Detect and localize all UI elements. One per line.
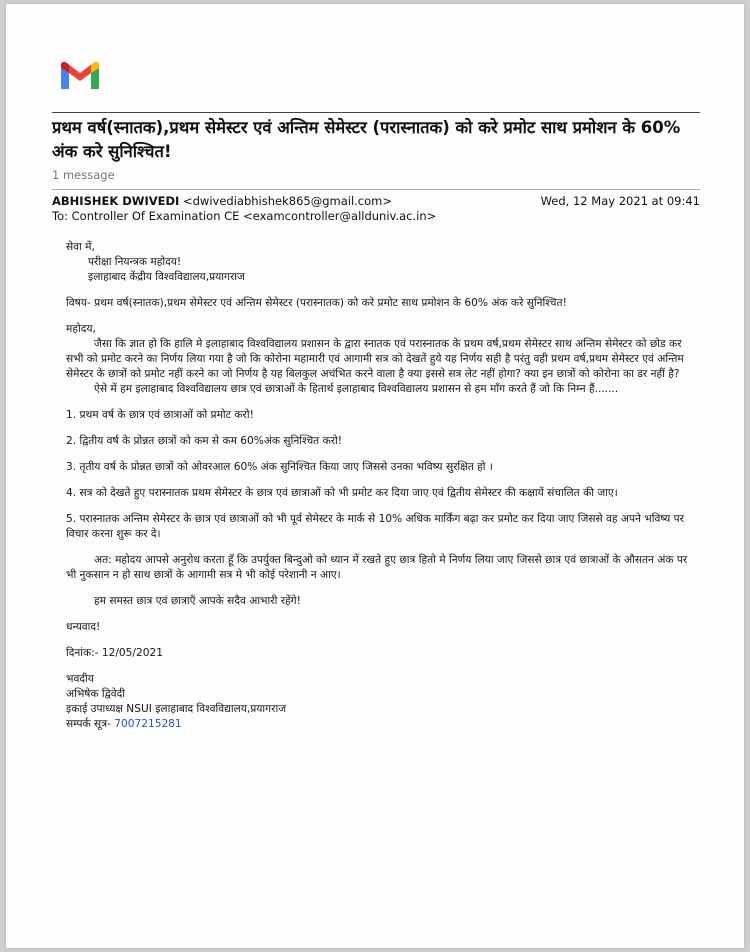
sender-line: [52, 194, 392, 208]
gmail-logo-icon: [58, 60, 102, 92]
letter-paragraph-2: ऐसे में हम इलाहाबाद विश्वविद्यालय छात्र एवं छात्राओं के हितार्थ इलाहाबाद विश्वविद्यालय प्रशासन से हम माँग करते हैं जो कि निम्न हैं.......: [94, 383, 619, 395]
sent-date: Wed, 12 May 2021 at 09:41: [540, 194, 700, 208]
contact-phone-link[interactable]: 7007215281: [114, 718, 182, 730]
header-divider: [52, 112, 700, 113]
letter-recipient-institution: इलाहाबाद केंद्रीय विश्वविद्यालय,प्रयागराज: [88, 271, 245, 283]
contact-label: सम्पर्क सूत्र-: [66, 718, 115, 730]
demand-item-3: 3. तृतीय वर्ष के प्रोन्नत छात्रों को ओवरआल 60% अंक सुनिश्चित किया जाए जिससे उनका भविष्य सुरक्षित हो ।: [66, 461, 493, 473]
contact-line: [66, 717, 694, 732]
demand-item-5: 5. परास्नातक अन्तिम सेमेस्टर के छात्र एवं छात्राओं को भी पूर्व सेमेस्टर के मार्क से 10% अधिक मार्किंग बढ़ा कर प्रमोट कर दिया जाए जिससे वह अपने भविष्य पर विचार करना शुरू कर दे।: [66, 513, 684, 540]
demand-item-1: 1. प्रथम वर्ष के छात्र एवं छात्राओं को प्रमोट करो!: [66, 409, 254, 421]
message-count: 1 message: [52, 168, 115, 182]
letter-address: महोदय,: [66, 323, 96, 335]
letter-gratitude: हम समस्त छात्र एवं छात्राएँ आपके सदैव आभारी रहेंगे!: [94, 595, 301, 607]
sender-email: <dwivediabhishek865@gmail.com>: [183, 194, 392, 208]
letter-request: अत: महोदय आपसे अनुरोध करता हूँ कि उपर्युक्त बिन्दुओ को ध्यान में रखते हुए छात्र हितो मे निर्णय लिया जाए जिससे छात्र एवं छात्राओं के औसतन अंक पर भी नुकसान न हो साथ छात्रों के आगामी सत्र मे भी कोई परेशानी न आए।: [66, 554, 688, 581]
email-subject: प्रथम वर्ष(स्नातक),प्रथम सेमेस्टर एवं अन्तिम सेमेस्टर (परास्नातक) को करे प्रमोट साथ प्रमोशन के 60% अंक करे सुनिश्चित!: [52, 118, 681, 161]
letter-subject: विषय- प्रथम वर्ष(स्नातक),प्रथम सेमेस्टर एवं अन्तिम सेमेस्टर (परास्नातक) को करे प्रमोट साथ प्रमोशन के 60% अंक करे सुनिश्चित!: [66, 297, 567, 309]
letter-salutation: सेवा में,: [66, 241, 95, 253]
sender-name: ABHISHEK DWIVEDI: [52, 194, 180, 208]
email-print-page: [6, 4, 744, 948]
letter-recipient-title: परीक्षा नियन्त्रक महोदय!: [88, 256, 182, 268]
signatory-name: अभिषेक द्विवेदी: [66, 688, 126, 700]
demand-item-2: 2. द्वितीय वर्ष के प्रोन्नत छात्रों को कम से कम 60%अंक सुनिश्चित करो!: [66, 435, 343, 447]
email-body: [66, 240, 694, 732]
letter-closing: भवदीय: [66, 673, 94, 685]
signatory-designation: इकाई उपाध्यक्ष NSUI इलाहाबाद विश्वविद्यालय,प्रयागराज: [66, 703, 287, 715]
letter-thanks: धन्यवाद!: [66, 621, 101, 633]
demand-item-4: 4. सत्र को देखते हुए परास्नातक प्रथम सेमेस्टर के छात्र एवं छात्राओं को भी प्रमोट कर दिया जाए एवं द्वितीय सेमेस्टर की कक्षायें संचालित की जाए।: [66, 487, 618, 499]
message-divider: [52, 189, 700, 190]
letter-date: दिनांक:- 12/05/2021: [66, 647, 163, 659]
letter-paragraph-1: जैसा कि ज्ञात हो कि हालि मे इलाहाबाद विश्वविद्यालय प्रशासन के द्वारा स्नातक एवं परास्नातक के प्रथम वर्ष,प्रथम सेमेस्टर साथ अन्तिम सेमेस्टर को छोड कर सभी को प्रमोट करने का निर्णय लिया गया है जो कि कोरोना महामारी एवं आगामी सत्र को देखतें हुये यह निर्णय सही है परंतु वही प्रथम वर्ष,प्रथम सेमेस्टर एवं अन्तिम सेमेस्टर के छात्रों को प्रमोट नहीं करने का जो निर्णय है यह बिलकुल अचंभित करने वाला है क्या इससे सत्र लेट नहीं होगा? क्या इन छात्रों को कोरोना का डर नहीं है?: [66, 338, 684, 380]
recipient-line: To: Controller Of Examination CE <examcontroller@allduniv.ac.in>: [52, 209, 437, 223]
